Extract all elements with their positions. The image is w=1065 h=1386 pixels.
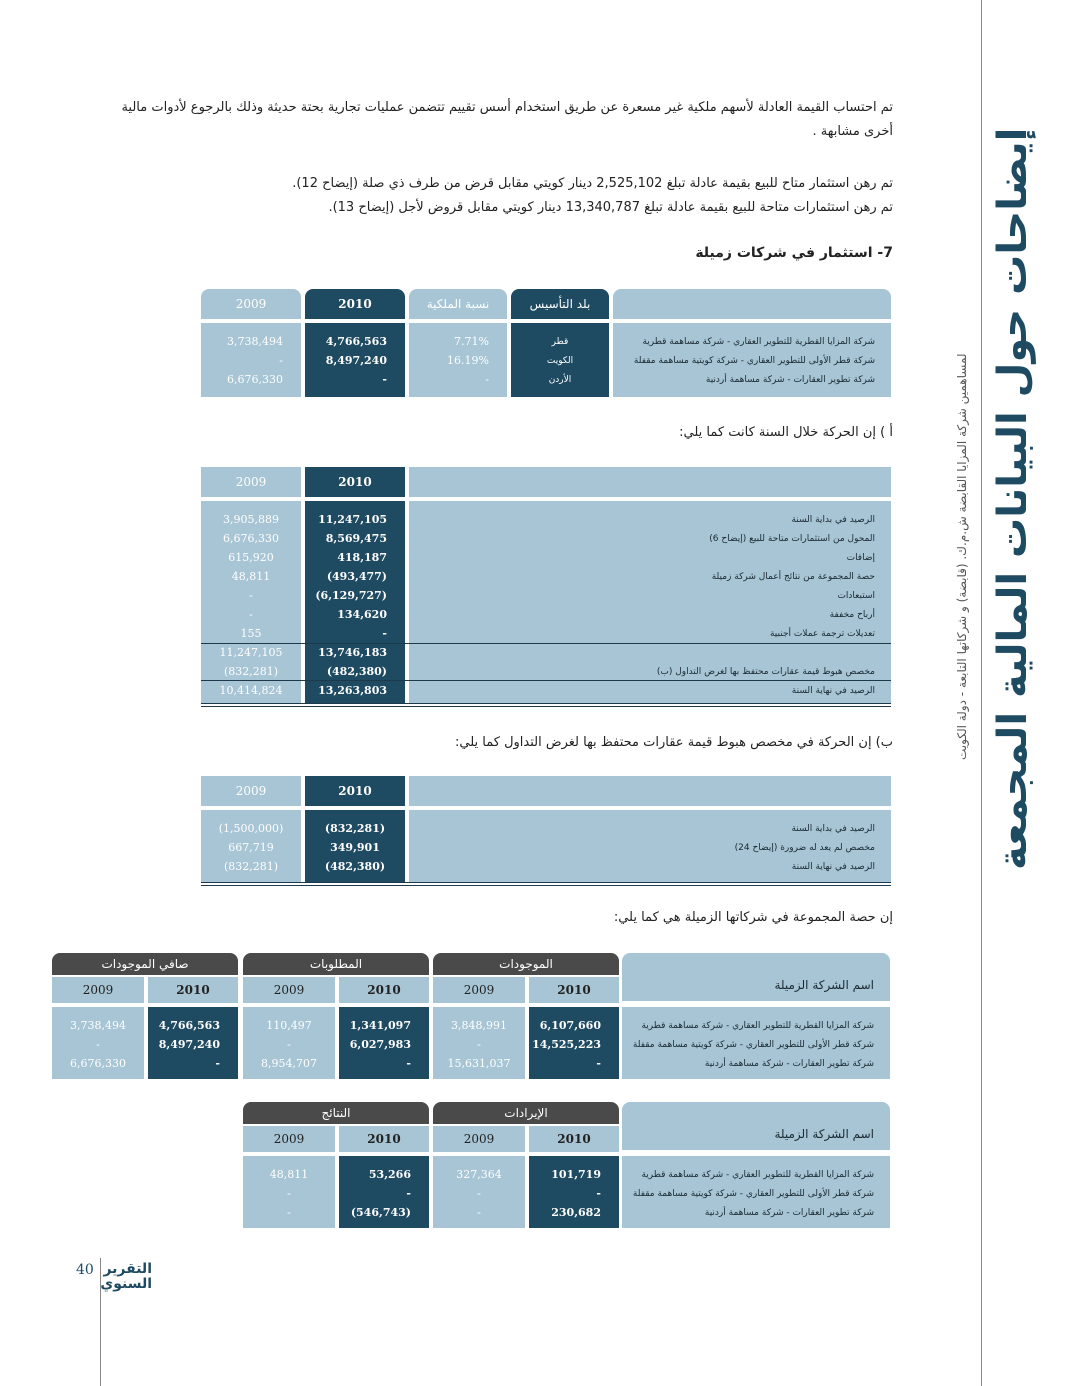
rule: [201, 885, 891, 886]
cell: الأردن: [548, 375, 572, 385]
cell: -: [249, 589, 253, 602]
group-revenue: الإيرادات: [433, 1102, 619, 1124]
col-revenue-2009: [433, 1156, 525, 1228]
movement-a-title: أ ) إن الحركة خلال السنة كانت كما يلي:: [679, 425, 893, 440]
liab-2010: 2010: [339, 977, 429, 1003]
cell: 13,263,803: [318, 684, 387, 697]
row-label: تعديلات ترجمة عملات أجنبية: [769, 629, 875, 639]
cell: -: [287, 1187, 291, 1200]
results-2009: 2009: [243, 1126, 335, 1152]
cell: (493,477): [326, 570, 387, 583]
col-assets-2010: [529, 1007, 619, 1079]
liab-2009: 2009: [243, 977, 335, 1003]
cell: 48,811: [231, 570, 271, 583]
rule: [201, 643, 891, 644]
sidebar-divider: [981, 0, 982, 1386]
row-label: أرباح مخففة: [829, 610, 875, 620]
cell: 11,247,105: [318, 513, 387, 526]
cell: 3,848,991: [451, 1019, 507, 1032]
cell: -: [287, 1038, 291, 1051]
col-name: [622, 1007, 890, 1079]
cell: (1,500,000): [218, 822, 284, 835]
name-header-box: [622, 1102, 890, 1150]
header-label: [409, 467, 891, 497]
cell: شركة المزايا القطرية للتطوير العقاري - شركة مساهمة قطرية: [641, 1170, 874, 1180]
paragraph-pledge-2: تم رهن استثمارات متاحة للبيع بقيمة عادلة تبلغ 13,340,787 دينار كويتي مقابل قروض لأجل (إيضاح 13).: [328, 200, 893, 215]
col-assets-2009: [433, 1007, 525, 1079]
cell: 6,676,330: [223, 532, 279, 545]
cell: شركة قطر الأولى للتطوير العقاري - شركة كويتية مساهمة مقفلة: [633, 356, 875, 366]
cell: -: [596, 1187, 601, 1200]
cell: -: [406, 1057, 411, 1070]
cell: 230,682: [551, 1206, 601, 1219]
cell: 3,738,494: [70, 1019, 126, 1032]
header-2009: 2009: [201, 289, 301, 319]
cell: (482,380): [324, 860, 386, 873]
assets-2009: 2009: [433, 977, 525, 1003]
cell: -: [382, 627, 387, 640]
cell: شركة المزايا القطرية للتطوير العقاري - شركة مساهمة قطرية: [641, 1021, 874, 1031]
cell: شركة المزايا القطرية للتطوير العقاري - شركة مساهمة قطرية: [642, 337, 875, 347]
cell: الرصيد في نهاية السنة: [791, 862, 875, 872]
cell: 134,620: [337, 608, 387, 621]
revenue-2009: 2009: [433, 1126, 525, 1152]
cell: -: [477, 1206, 481, 1219]
cell: 349,901: [330, 841, 380, 854]
section-title: 7- استثمار في شركات زميلة: [695, 245, 893, 261]
cell: 8,569,475: [325, 532, 387, 545]
cell: 418,187: [337, 551, 387, 564]
cell: 14,525,223: [532, 1038, 601, 1051]
row-label: الرصيد في نهاية السنة: [791, 686, 875, 696]
cell: شركة تطوير العقارات - شركة مساهمة أردنية: [704, 1059, 874, 1069]
cell: قطر: [551, 337, 569, 347]
cell: 4,766,563: [158, 1019, 220, 1032]
header-2009: 2009: [201, 776, 301, 806]
col-name: [622, 1156, 890, 1228]
col-net-2010: [148, 1007, 238, 1079]
rule: [201, 706, 891, 707]
cell: (6,129,727): [315, 589, 387, 602]
cell: شركة تطوير العقارات - شركة مساهمة أردنية: [705, 375, 875, 385]
col-2009: [201, 810, 301, 882]
cell: (832,281): [223, 860, 279, 873]
cell: 155: [240, 627, 262, 640]
cell: 53,266: [368, 1168, 411, 1181]
cell: 1,341,097: [349, 1019, 411, 1032]
cell: 4,766,563: [325, 335, 387, 348]
header-2010: 2010: [305, 289, 405, 319]
col-2009: [201, 323, 301, 397]
cell: -: [382, 373, 387, 386]
col-name: [613, 323, 891, 397]
report-logo: التقرير السنوي: [100, 1261, 152, 1292]
results-2010: 2010: [339, 1126, 429, 1152]
paragraph-fair-value: تم احتساب القيمة العادلة لأسهم ملكية غير مسعرة عن طريق استخدام أسس تقييم تتضمن عمليات تجارية بحتة حديثة وذلك بالرجوع لأدوات مالية أخرى مشابهة .: [121, 100, 893, 139]
share-title: إن حصة المجموعة في شركاتها الزميلة هي كما يلي:: [613, 910, 893, 925]
net-2010: 2010: [148, 977, 238, 1003]
name-header: اسم الشركة الزميلة: [774, 1127, 874, 1141]
name-header-box: [622, 953, 890, 1001]
cell: -: [249, 608, 253, 621]
rule: [201, 680, 891, 681]
sidebar-subtitle: لمساهمين شركة المزايا القابضة ش.م.ك. (قابضة) و شركاتها التابعة - دولة الكويت: [955, 353, 969, 760]
cell: -: [287, 1206, 291, 1219]
cell: 8,954,707: [261, 1057, 317, 1070]
cell: 8,497,240: [325, 354, 387, 367]
row-label: مخصص هبوط قيمة عقارات محتفظ بها لغرض التداول (ب): [656, 667, 875, 677]
col-label: [409, 810, 891, 882]
cell: 10,414,824: [219, 684, 283, 697]
col-liab-2009: [243, 1007, 335, 1079]
cell: -: [596, 1057, 601, 1070]
cell: شركة قطر الأولى للتطوير العقاري - شركة كويتية مساهمة مقفلة: [632, 1040, 874, 1050]
cell: 7.71%: [454, 335, 489, 348]
col-results-2010: [339, 1156, 429, 1228]
cell: مخصص لم يعد له ضرورة (إيضاح 24): [734, 843, 875, 853]
cell: -: [477, 1187, 481, 1200]
page-number: 40: [76, 1262, 94, 1278]
cell: (482,380): [326, 665, 387, 678]
movement-b-table: [201, 776, 891, 886]
cell: 101,719: [551, 1168, 601, 1181]
header-ownership: نسبة الملكية: [409, 289, 507, 319]
cell: -: [96, 1038, 100, 1051]
cell: (546,743): [350, 1206, 411, 1219]
col-country: [511, 323, 609, 397]
share-table-1: [52, 953, 890, 1079]
cell: 6,676,330: [227, 373, 283, 386]
col-2010: [305, 810, 405, 882]
cell: 15,631,037: [447, 1057, 511, 1070]
cell: 8,497,240: [158, 1038, 220, 1051]
header-2009: 2009: [201, 467, 301, 497]
header-2010: 2010: [305, 776, 405, 806]
header-label: [409, 776, 891, 806]
cell: الرصيد في بداية السنة: [791, 824, 875, 834]
associates-table: [201, 289, 891, 397]
col-ownership: [409, 323, 507, 397]
movement-b-title: ب) إن الحركة في مخصص هبوط قيمة عقارات محتفظ بها لغرض التداول كما يلي:: [455, 735, 893, 750]
assets-2010: 2010: [529, 977, 619, 1003]
cell: 3,738,494: [227, 335, 283, 348]
group-assets: الموجودات: [433, 953, 619, 975]
cell: -: [279, 354, 283, 367]
header-name: [613, 289, 891, 319]
col-2010: [305, 323, 405, 397]
cell: 6,027,983: [349, 1038, 411, 1051]
revenue-2010: 2010: [529, 1126, 619, 1152]
rule: [201, 882, 891, 883]
cell: 110,497: [266, 1019, 312, 1032]
row-label: إضافات: [846, 553, 875, 563]
cell: (832,281): [324, 822, 386, 835]
cell: 48,811: [269, 1168, 309, 1181]
cell: 6,107,660: [539, 1019, 601, 1032]
cell: -: [406, 1187, 411, 1200]
cell: شركة تطوير العقارات - شركة مساهمة أردنية: [704, 1208, 874, 1218]
cell: 16.19%: [447, 354, 489, 367]
sidebar-title: إيضاحات حول البيانات المالية المجمعة: [990, 127, 1036, 870]
cell: 667,719: [228, 841, 274, 854]
col-results-2009: [243, 1156, 335, 1228]
rule: [201, 703, 891, 704]
row-label: استبعادات: [837, 591, 875, 601]
net-2009: 2009: [52, 977, 144, 1003]
header-2010: 2010: [305, 467, 405, 497]
cell: الكويت: [546, 356, 574, 366]
share-table-2: [243, 1102, 890, 1228]
cell: 6,676,330: [70, 1057, 126, 1070]
col-net-2009: [52, 1007, 144, 1079]
col-revenue-2010: [529, 1156, 619, 1228]
cell: شركة قطر الأولى للتطوير العقاري - شركة كويتية مساهمة مقفلة: [632, 1189, 874, 1199]
cell: -: [215, 1057, 220, 1070]
group-net-assets: صافي الموجودات: [52, 953, 238, 975]
cell: (832,281): [223, 665, 279, 678]
row-label: الرصيد في بداية السنة: [791, 515, 875, 525]
group-results: النتائج: [243, 1102, 429, 1124]
paragraph-pledge-1: تم رهن استثمار متاح للبيع بقيمة عادلة تبلغ 2,525,102 دينار كويتي مقابل قرض من طرف ذي صلة (إيضاح 12).: [292, 176, 893, 191]
cell: -: [477, 1038, 481, 1051]
header-country: بلد التأسيس: [511, 289, 609, 319]
row-label: المحول من استثمارات متاحة للبيع (إيضاح 6): [709, 534, 875, 544]
col-liab-2010: [339, 1007, 429, 1079]
row-label: حصة المجموعة من نتائج أعمال شركة زميلة: [711, 572, 875, 582]
movement-a-table: [201, 467, 891, 707]
cell: 13,746,183: [318, 646, 387, 659]
cell: 615,920: [228, 551, 274, 564]
cell: 3,905,889: [223, 513, 279, 526]
group-liabilities: المطلوبات: [243, 953, 429, 975]
cell: 11,247,105: [219, 646, 283, 659]
name-header: اسم الشركة الزميلة: [774, 978, 874, 992]
cell: 327,364: [456, 1168, 502, 1181]
cell: -: [485, 373, 489, 386]
